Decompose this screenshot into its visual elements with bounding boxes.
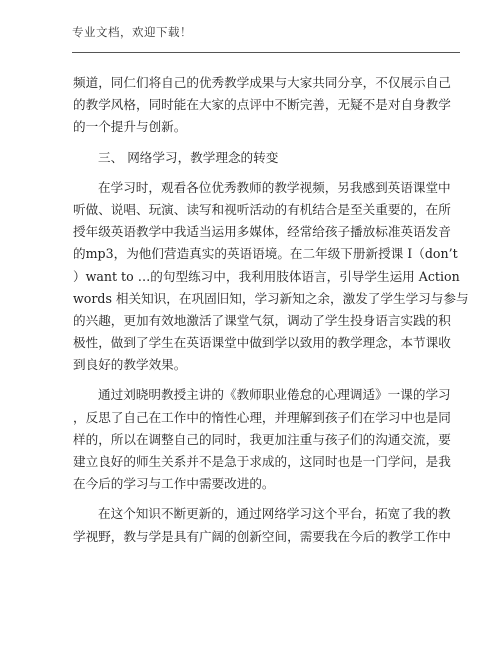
page-header: 专业文档，欢迎下载！ xyxy=(72,25,192,39)
text-line: 到良好的教学效果。 xyxy=(73,357,187,373)
text-line: words 相关知识，在巩固旧知，学习新知之余，激发了学生学习与参与 xyxy=(73,290,469,306)
text-line: 的mp3，为他们营造真实的英语语境。在二年级下册新授课 I（don’t xyxy=(73,246,458,262)
paragraph-gap xyxy=(73,139,437,147)
text-line: 的一个提升与创新。 xyxy=(73,119,187,135)
text-line: 听做、说唱、玩演、读写和视听活动的有机结合是至关重要的，在所 xyxy=(73,201,451,217)
paragraph xyxy=(73,72,451,139)
text-line: 的兴趣，更加有效地激活了课堂气氛，调动了学生投身语言实践的积 xyxy=(73,312,451,328)
text-line: 通过刘晓明教授主讲的《教师职业倦怠的心理调适》一课的学习 xyxy=(98,387,451,403)
text-line: ，反思了自己在工作中的惰性心理，并理解到孩子们在学习中也是同 xyxy=(73,409,451,425)
paragraph xyxy=(73,177,469,377)
paragraph xyxy=(73,384,451,495)
document-body xyxy=(73,72,469,548)
paragraph xyxy=(73,503,451,547)
text-line: 建立良好的师生关系并不是急于求成的，这同时也是一门学问，是我 xyxy=(73,454,451,469)
section-heading xyxy=(73,147,437,169)
text-line: ）want to …的句型练习中，我利用肢体语言，引导学生运用 Action xyxy=(73,268,460,284)
text-line: 在学习时，观看各位优秀教师的教学视频，另我感到英语课堂中 xyxy=(98,179,451,195)
text-line: 极性，做到了学生在英语课堂中做到学以致用的教学理念，本节课收 xyxy=(73,335,451,351)
text-line: 样的，所以在调整自己的同时，我更加注重与孩子们的沟通交流，要 xyxy=(73,431,451,447)
text-line: 的教学风格，同时能在大家的点评中不断完善，无疑不是对自身教学 xyxy=(73,97,451,113)
text-line: 频道，同仁们将自己的优秀教学成果与大家共同分享，不仅展示自己 xyxy=(73,75,451,90)
text-line: 授年级英语教学中我适当运用多媒体，经常给孩子播放标准英语发音 xyxy=(73,224,451,240)
text-line: 在今后的学习与工作中需要改进的。 xyxy=(73,476,275,492)
text-line: 在这个知识不断更新的，通过网络学习这个平台，拓宽了我的教 xyxy=(98,506,451,522)
heading-line: 三、 网络学习，教学理念的转变 xyxy=(98,149,279,165)
text-line: 学视野，教与学是具有广阔的创新空间，需要我在今后的教学工作中 xyxy=(73,528,451,544)
paragraph-gap xyxy=(73,495,437,503)
header-divider xyxy=(72,52,460,53)
paragraph-gap xyxy=(73,169,437,177)
paragraph-gap xyxy=(73,376,437,384)
